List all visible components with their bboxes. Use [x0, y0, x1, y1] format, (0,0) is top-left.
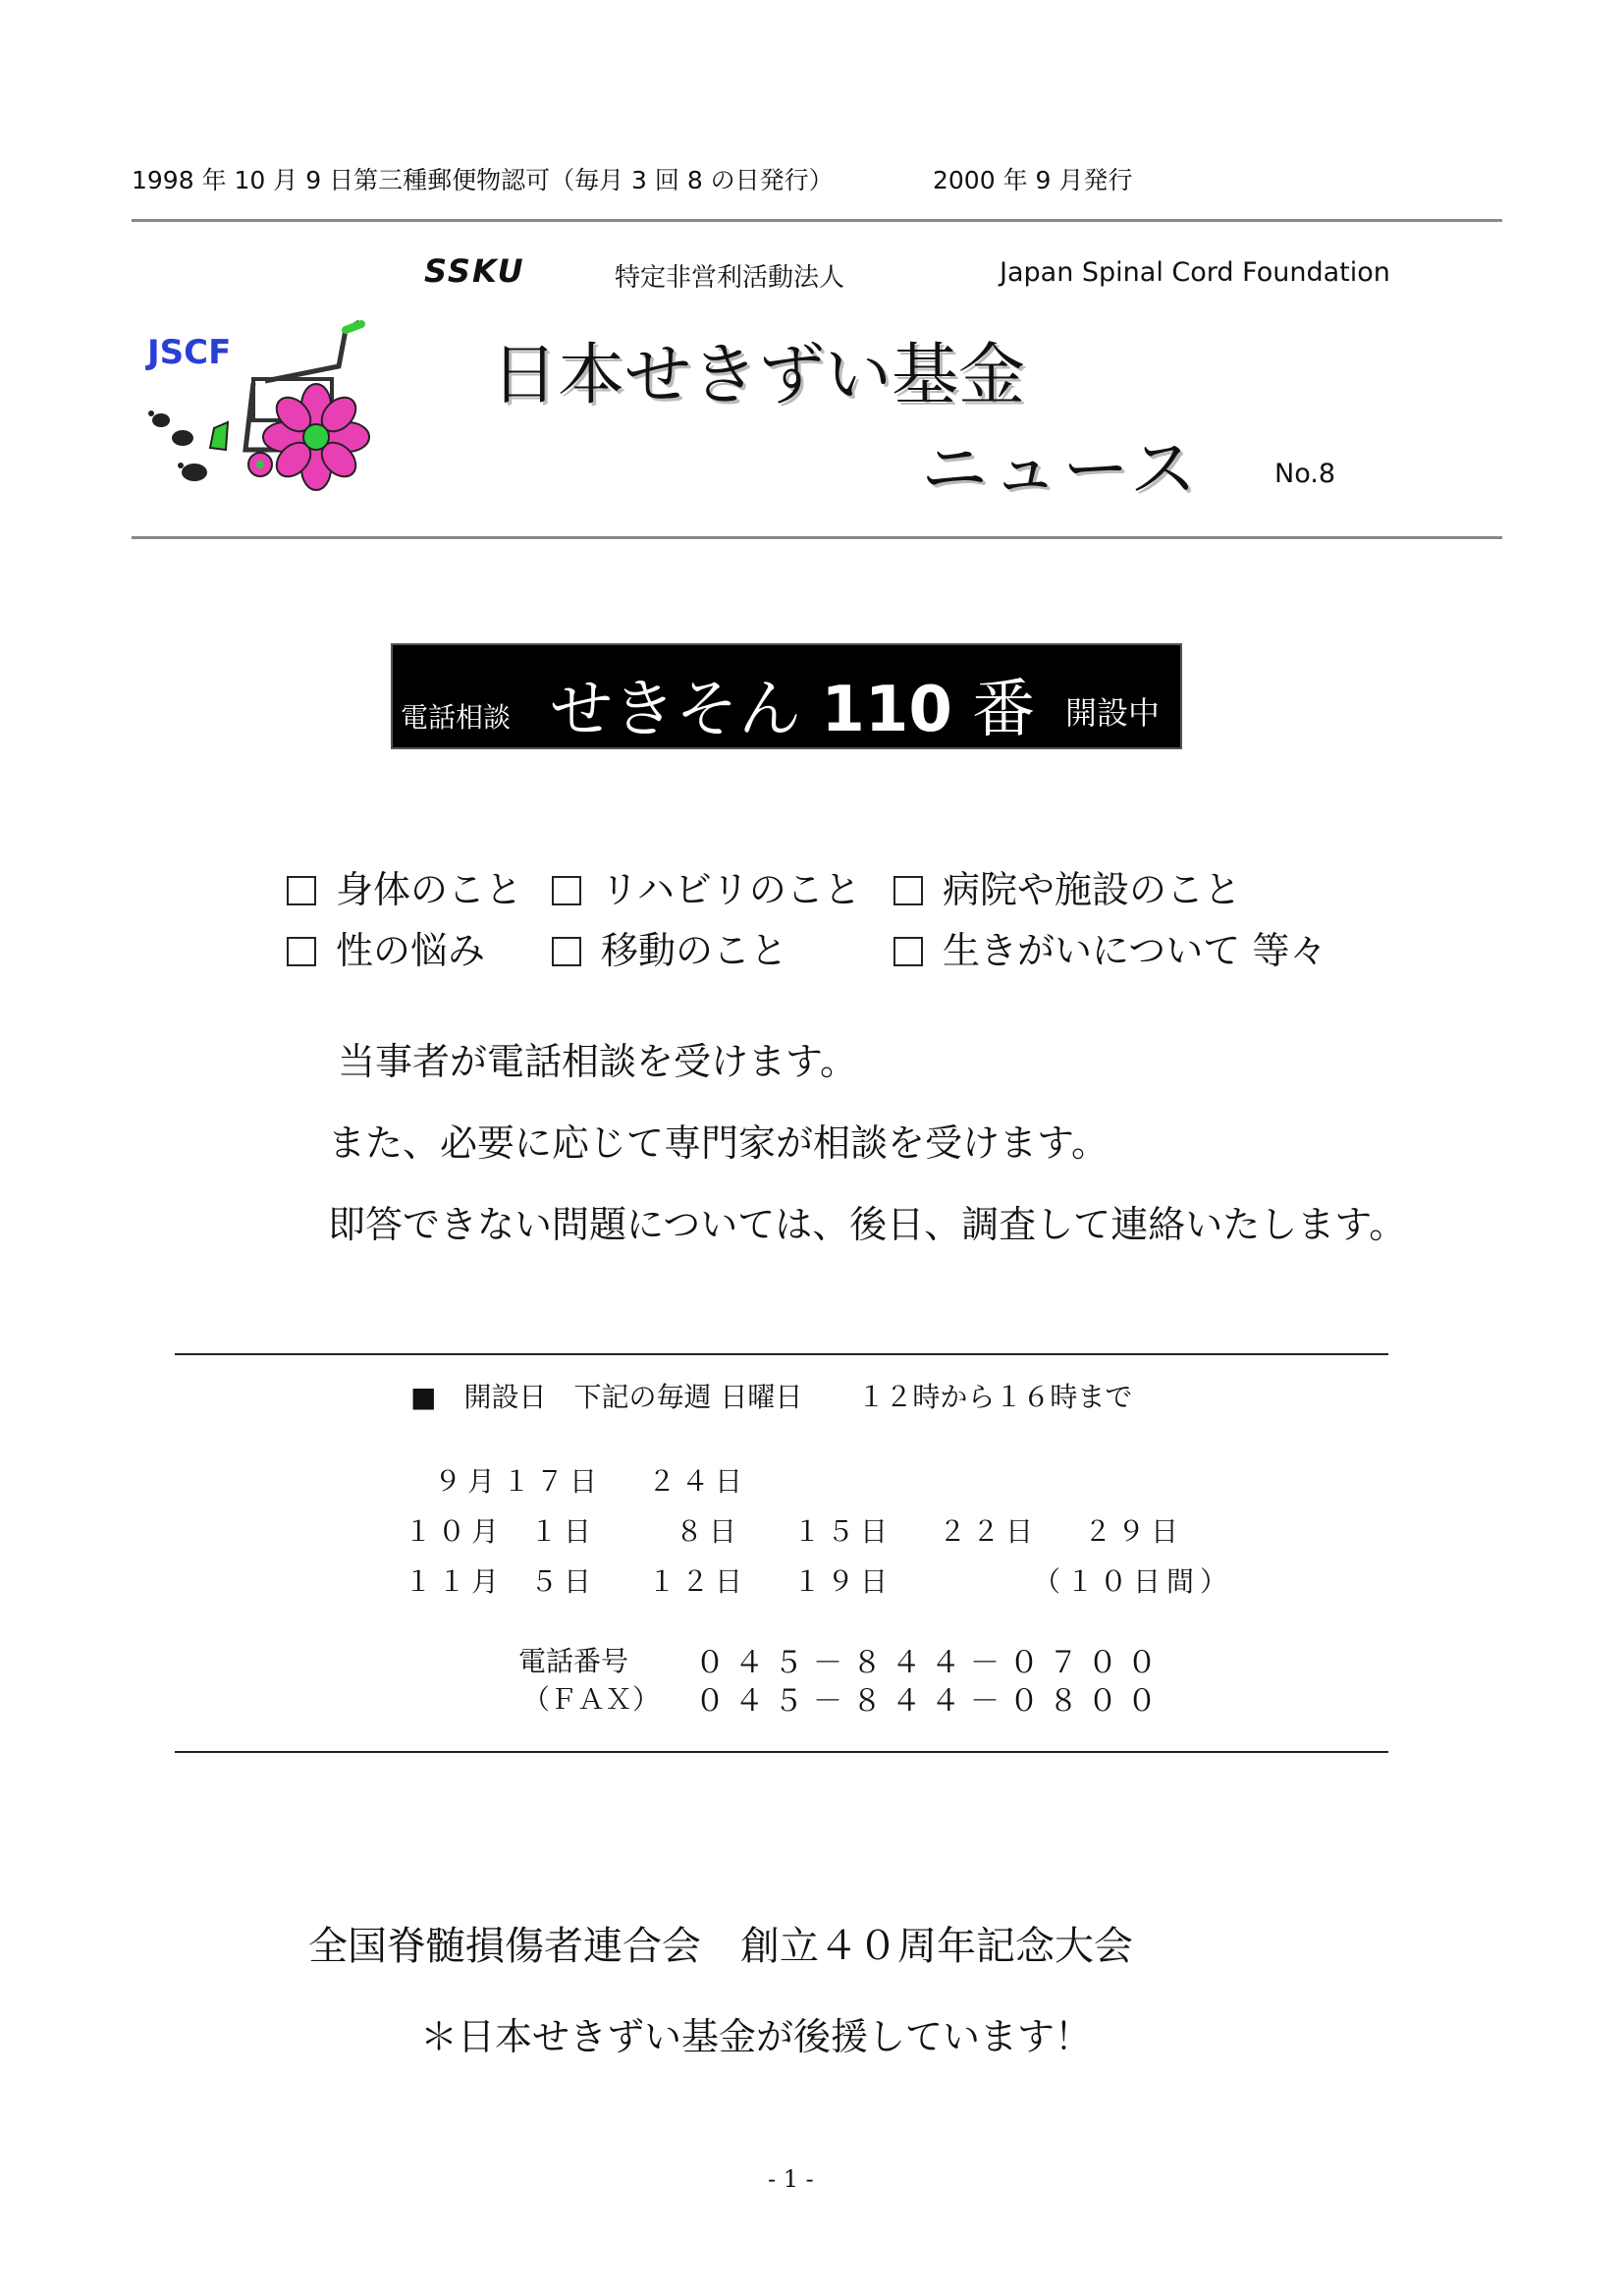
phone-label: 電話番号	[518, 1645, 629, 1677]
schedule-day: １９日	[793, 1565, 894, 1598]
schedule-day: ５日	[530, 1565, 598, 1598]
banner-main	[550, 659, 1035, 749]
body-line: 即答できない問題については、後日、調査して連絡いたします。	[328, 1203, 1407, 1246]
newsletter-title: 日本せきずい基金	[491, 337, 1026, 414]
header-bottom-rule	[132, 536, 1502, 539]
page-number: - 1 -	[768, 2165, 814, 2193]
checkbox-icon	[893, 876, 923, 905]
schedule-day: １５日	[793, 1515, 894, 1548]
body-line: また、必要に応じて専門家が相談を受けます。	[328, 1121, 1109, 1165]
jscf-logo	[137, 312, 383, 494]
schedule-day: １日	[530, 1515, 598, 1548]
topic-item: 病院や施設のこと	[893, 859, 1241, 913]
banner-number: 110	[821, 674, 952, 746]
schedule-month: １１月	[405, 1565, 506, 1598]
logo-text: JSCF	[147, 333, 232, 372]
issue-date: 2000 年 9 月発行	[933, 166, 1133, 194]
org-abbrev: SSKU	[424, 252, 525, 290]
schedule-month: １０月	[405, 1515, 506, 1548]
fax-number: ０４５－８４４－０８００	[695, 1684, 1166, 1719]
schedule-top-rule	[175, 1353, 1388, 1355]
schedule-month: ９月	[434, 1465, 502, 1498]
newsletter-subtitle: ニュース	[921, 431, 1201, 509]
banner-status: 開設中	[1065, 694, 1161, 732]
checkbox-icon	[287, 876, 316, 905]
topic-item: 性の悩み	[287, 920, 485, 974]
checkbox-icon	[287, 937, 316, 966]
schedule-day: ２９日	[1084, 1515, 1185, 1548]
topic-item: 移動のこと	[552, 920, 787, 974]
body-line: 当事者が電話相談を受けます。	[338, 1040, 857, 1083]
banner-suffix: 番	[972, 674, 1036, 746]
schedule-day: ８日	[676, 1515, 743, 1548]
topic-item: 生きがいについて 等々	[893, 920, 1326, 974]
phone-number: ０４５－８４４－０７００	[695, 1646, 1166, 1680]
schedule-day: １２日	[648, 1565, 749, 1598]
topic-item: リハビリのこと	[552, 859, 861, 913]
event-title: 全国脊髄損傷者連合会 創立４０周年記念大会	[308, 1924, 1133, 1969]
schedule-day: ２２日	[939, 1515, 1040, 1548]
org-english: Japan Spinal Cord Foundation	[1000, 257, 1390, 288]
header-top-rule	[132, 219, 1502, 222]
hotline-banner	[391, 643, 1182, 749]
checkbox-icon	[893, 937, 923, 966]
event-support: ＊日本せきずい基金が後援しています！	[420, 2015, 1093, 2058]
schedule-day: １７日	[503, 1465, 604, 1498]
schedule-bottom-rule	[175, 1751, 1388, 1753]
checkbox-icon	[552, 937, 581, 966]
org-type: 特定非営利活動法人	[615, 263, 845, 293]
topic-item: 身体のこと	[287, 859, 522, 913]
issue-number: No.8	[1274, 459, 1336, 489]
checkbox-icon	[552, 876, 581, 905]
schedule-heading: ■ 開設日 下記の毎週 日曜日 １２時から１６時まで	[410, 1381, 1133, 1413]
banner-prefix: 電話相談	[401, 701, 512, 734]
banner-kana: せきそん	[550, 674, 801, 746]
wheelchair-flower-logo-icon	[137, 312, 383, 494]
postal-notice: 1998 年 10 月 9 日第三種郵便物認可（毎月 3 回 8 の日発行）	[132, 166, 834, 194]
schedule-total: （１０日間）	[1033, 1565, 1234, 1598]
fax-label: （ＦＡＸ）	[522, 1683, 661, 1716]
schedule-day: ２４日	[648, 1465, 749, 1498]
